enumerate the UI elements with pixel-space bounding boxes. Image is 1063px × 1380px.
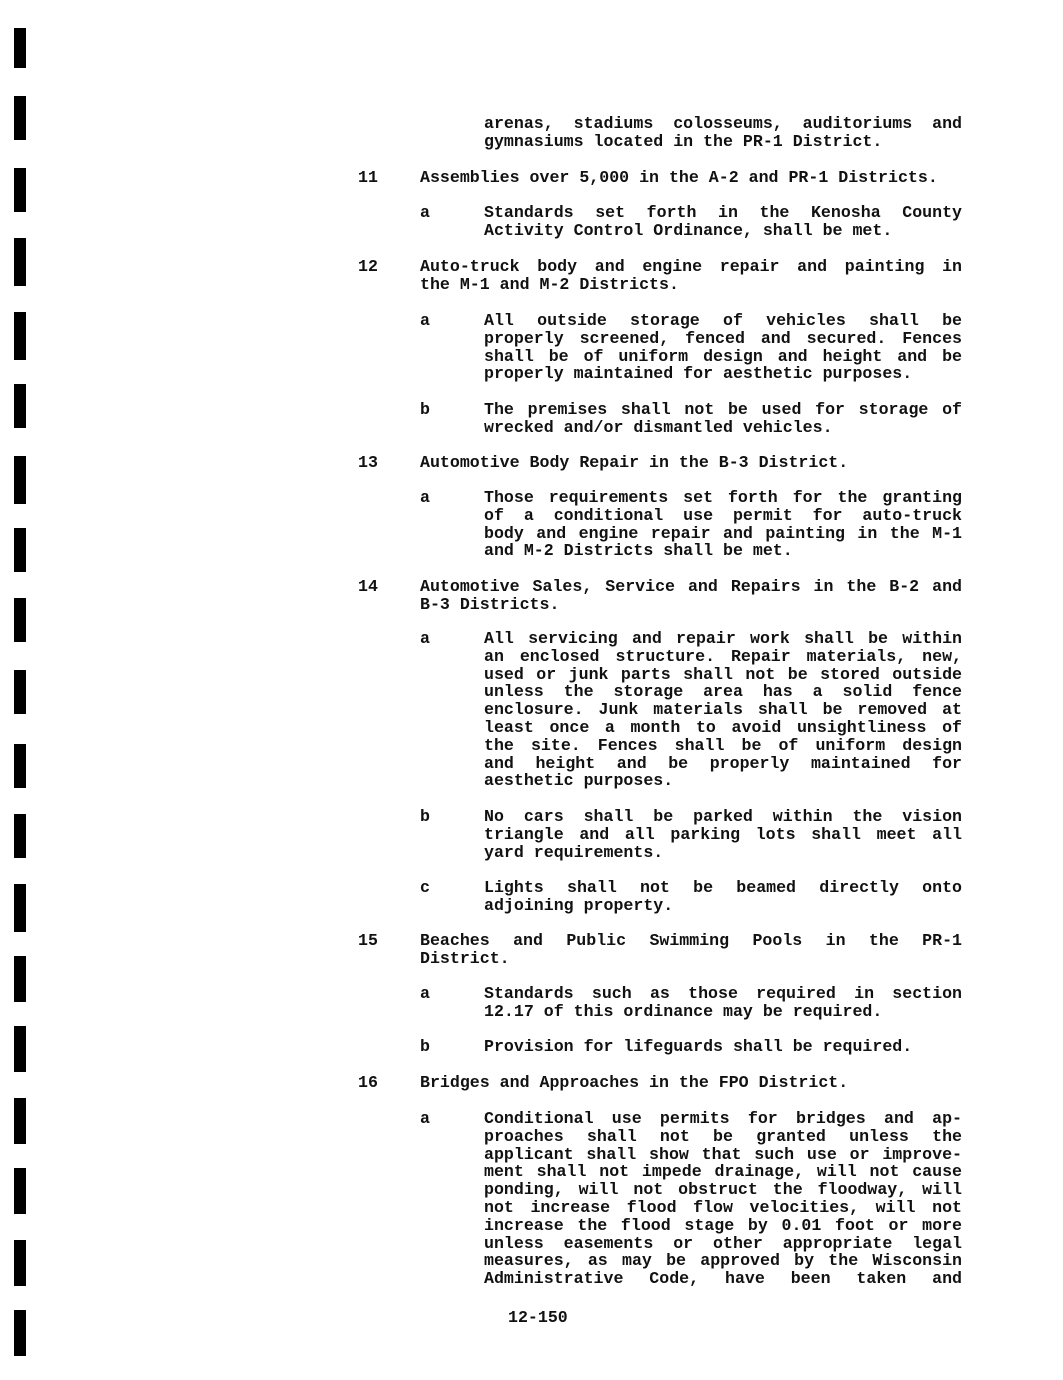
binder-mark — [14, 168, 26, 212]
text-line: Those requirements set forth for the granting — [484, 488, 962, 507]
binder-mark — [14, 598, 26, 642]
text-line: Provision for lifeguards shall be required. — [484, 1037, 913, 1056]
text-line: of a conditional use permit for auto-truck — [484, 505, 962, 525]
binder-mark — [14, 744, 26, 788]
text-line: No cars shall be parked within the vision — [484, 807, 962, 826]
item-number: 12 — [358, 257, 378, 276]
text-line: Activity Control Ordinance, shall be met. — [484, 220, 893, 240]
item-title — [420, 258, 962, 294]
item-title — [420, 578, 962, 614]
text-line: enclosure. Junk materials shall be removed at — [484, 700, 962, 720]
text-line: Automotive Sales, Service and Repairs in the B-2 and — [420, 577, 962, 596]
text-line: properly screened, fenced and secured. Fences — [484, 328, 962, 348]
sub-item-letter: a — [420, 311, 430, 330]
binder-mark — [14, 1026, 26, 1072]
page-number: 12-150 — [508, 1308, 568, 1327]
item-number: 16 — [358, 1073, 378, 1092]
binder-mark — [14, 384, 26, 428]
text-line: District. — [420, 948, 510, 968]
binder-mark — [14, 28, 26, 68]
text-line: not increase flood flow velocities, will not — [484, 1197, 962, 1217]
text-line: All outside storage of vehicles shall be — [484, 311, 962, 330]
sub-item-letter: b — [420, 400, 430, 419]
text-line: Standards set forth in the Kenosha County — [484, 203, 962, 222]
text-line: Auto-truck body and engine repair and painting in — [420, 257, 962, 276]
text-line: gymnasiums located in the PR-1 District. — [484, 131, 883, 151]
text-line: the site. Fences shall be of uniform design — [484, 735, 962, 755]
text-line: adjoining property. — [484, 895, 674, 915]
text-line: Standards such as those required in section — [484, 984, 962, 1003]
binder-mark — [14, 670, 26, 714]
binder-mark — [14, 238, 26, 286]
binder-mark — [14, 96, 26, 140]
item-title — [420, 169, 962, 187]
item-title — [420, 454, 962, 472]
sub-item-text — [484, 401, 962, 437]
item-number: 11 — [358, 168, 378, 187]
text-line: aesthetic purposes. — [484, 771, 674, 791]
sub-item-text — [484, 985, 962, 1021]
sub-item-text — [484, 879, 962, 915]
continued-paragraph — [484, 115, 962, 151]
text-line: ponding, will not obstruct the floodway, will — [484, 1180, 962, 1200]
text-line: unless easements or other appropriate legal — [484, 1233, 962, 1253]
text-line: applicant shall show that such use or improve- — [484, 1144, 962, 1164]
text-line: wrecked and/or dismantled vehicles. — [484, 417, 833, 437]
sub-item-letter: a — [420, 488, 430, 507]
text-line: proaches shall not be granted unless the — [484, 1126, 962, 1146]
sub-item-letter: b — [420, 807, 430, 826]
sub-item-letter: a — [420, 629, 430, 648]
text-line: least once a month to avoid unsightliness of — [484, 717, 962, 737]
sub-item-letter: a — [420, 1109, 430, 1128]
binder-mark — [14, 1168, 26, 1214]
sub-item-text — [484, 204, 962, 240]
text-line: All servicing and repair work shall be within — [484, 629, 962, 648]
text-line: triangle and all parking lots shall meet all — [484, 824, 962, 844]
sub-item-letter: c — [420, 878, 430, 897]
text-line: Automotive Body Repair in the B-3 District. — [420, 453, 849, 472]
binder-mark — [14, 456, 26, 504]
text-line: and M-2 Districts shall be met. — [484, 541, 793, 561]
text-line: The premises shall not be used for storage of — [484, 400, 962, 419]
text-line: measures, as may be approved by the Wisconsin — [484, 1251, 962, 1271]
text-line: yard requirements. — [484, 842, 664, 862]
text-line: body and engine repair and painting in the M-1 — [484, 523, 962, 543]
binder-mark — [14, 814, 26, 858]
text-line: Administrative Code, have been taken and — [484, 1269, 962, 1289]
item-number: 15 — [358, 931, 378, 950]
text-line: arenas, stadiums colosseums, auditoriums and — [484, 114, 962, 133]
item-number: 13 — [358, 453, 378, 472]
sub-item-text — [484, 630, 962, 790]
text-line: an enclosed structure. Repair materials, new, — [484, 646, 962, 666]
sub-item-letter: b — [420, 1037, 430, 1056]
binder-mark — [14, 312, 26, 360]
text-line: 12.17 of this ordinance may be required. — [484, 1001, 883, 1021]
binder-mark — [14, 528, 26, 572]
text-line: Conditional use permits for bridges and ap- — [484, 1109, 962, 1128]
item-number: 14 — [358, 577, 378, 596]
binder-mark — [14, 956, 26, 1002]
text-line: Lights shall not be beamed directly onto — [484, 878, 962, 897]
text-line: increase the flood stage by 0.01 foot or more — [484, 1215, 962, 1235]
sub-item-text — [484, 1038, 962, 1056]
text-line: properly maintained for aesthetic purposes. — [484, 364, 913, 384]
binder-mark — [14, 884, 26, 932]
item-title — [420, 932, 962, 968]
binder-mark — [14, 1310, 26, 1356]
text-line: unless the storage area has a solid fence — [484, 682, 962, 702]
binder-mark — [14, 1098, 26, 1144]
text-line: Bridges and Approaches in the FPO District. — [420, 1073, 849, 1092]
binder-mark — [14, 1240, 26, 1286]
text-line: the M-1 and M-2 Districts. — [420, 274, 679, 294]
text-line: B-3 Districts. — [420, 594, 560, 614]
text-line: and height and be properly maintained for — [484, 753, 962, 773]
text-line: Assemblies over 5,000 in the A-2 and PR-1 Districts. — [420, 168, 938, 187]
item-title — [420, 1074, 962, 1092]
sub-item-text — [484, 808, 962, 861]
text-line: shall be of uniform design and height and be — [484, 346, 962, 366]
text-line: used or junk parts shall not be stored outside — [484, 664, 962, 684]
sub-item-text — [484, 1110, 962, 1288]
text-line: ment shall not impede drainage, will not cause — [484, 1162, 962, 1182]
sub-item-letter: a — [420, 203, 430, 222]
sub-item-letter: a — [420, 984, 430, 1003]
sub-item-text — [484, 312, 962, 383]
text-line: Beaches and Public Swimming Pools in the PR-1 — [420, 931, 962, 950]
sub-item-text — [484, 489, 962, 560]
